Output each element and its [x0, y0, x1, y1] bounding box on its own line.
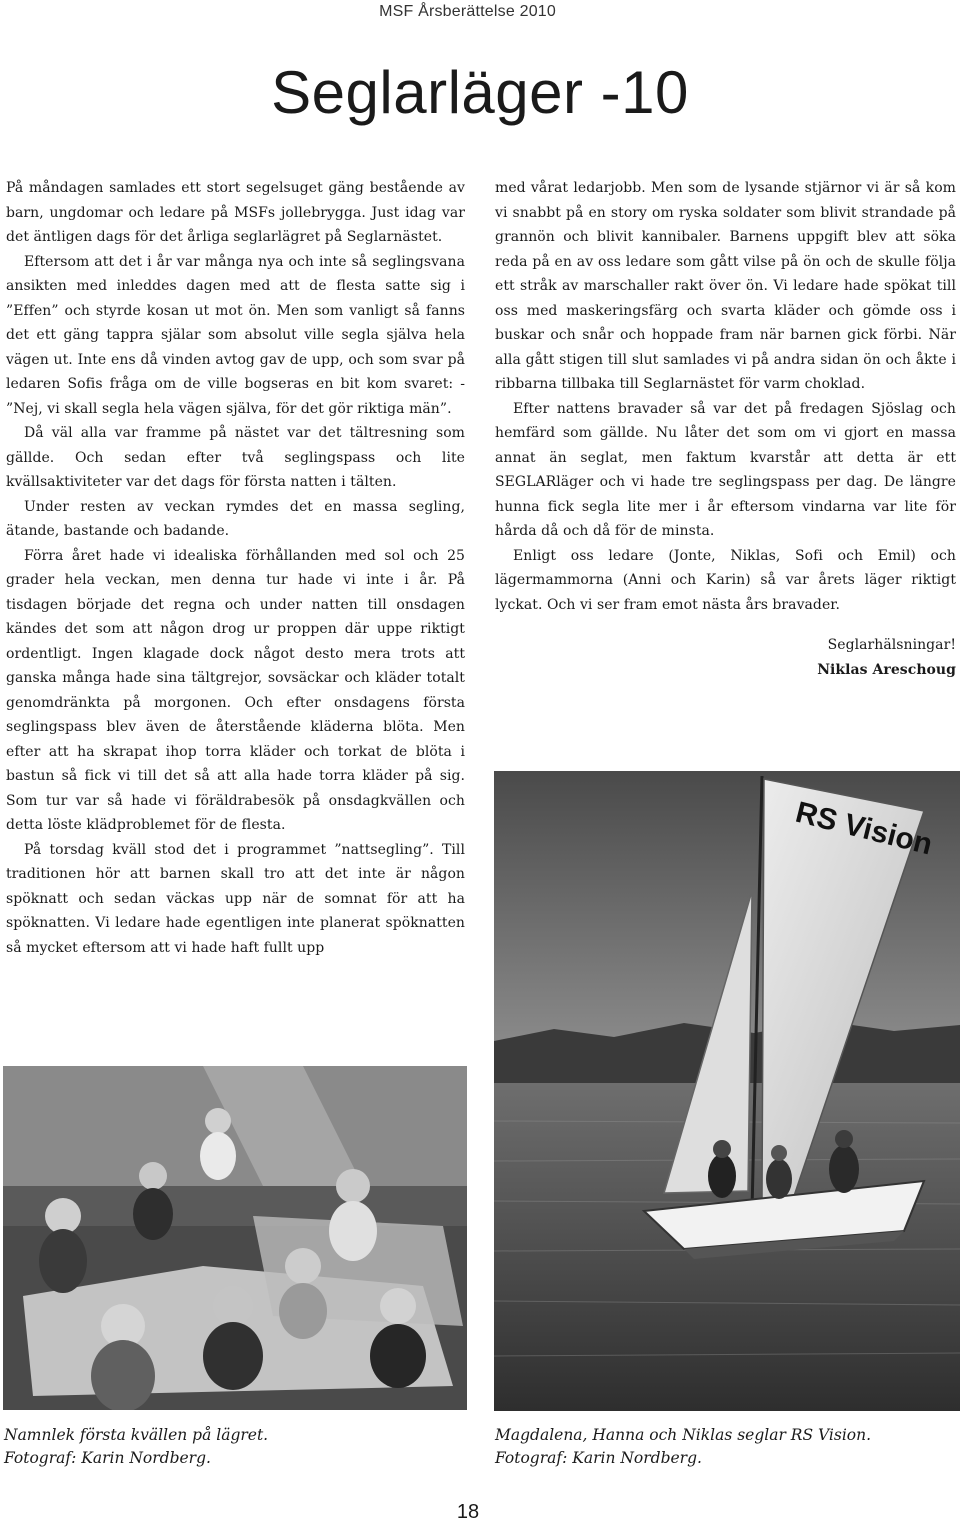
caption-text: Namnlek första kvällen på lägret.: [4, 1426, 269, 1444]
paragraph: Eftersom att det i år var många nya och inte så seglingsvana ansikten med inleddes dagen med att de flesta satte sig i ”Effen” och styrde kosan ut mot ön. Men som vanligt så fanns det ett gäng tappra själar som absolut ville segla själva hela vägen ut. Inte ens då vinden avtog gav de upp, och som svar på ledaren Sofis fråga om de ville bogseras en bit kom svaret: - ”Nej, vi skall segla hela vägen själva, för det gör riktiga män”.: [6, 253, 465, 417]
article-column-left: [6, 176, 465, 960]
sail-lettering: RS Vision: [792, 795, 936, 862]
paragraph: Efter nattens bravader så var det på fredagen Sjöslag och hemfärd som gällde. Nu låter det som om vi gjort en massa annat än seglat, men faktum kvarstår att detta är ett SEGLARläger och vi hade tre seglingspass per dag. De längre hunna fick segla lite mer i år eftersom vindarna var lite för hårda då och då för de minsta.: [495, 400, 956, 539]
publication-header: MSF Årsberättelse 2010: [379, 3, 556, 20]
author-signature: Niklas Areschoug: [817, 661, 956, 678]
camp-group-photo: [3, 1066, 467, 1410]
paragraph: med vårat ledarjobb. Men som de lysande stjärnor vi är så kom vi snabbt på en story om ryska soldater som blivit strandade på grannön och blivit kannibaler. Barnens uppgift blev att söka reda på en av oss ledare som gått vilse på ön och de skulle följa ett stråk av marschaller rakt över ön. Vi ledare hade spökat till oss med maskeringsfärg och svarta kläder och gömde oss i buskar och snår och hoppade fram när barnen gick förbi. När alla gått stigen till slut samlades vi på andra sidan ön och åkte i ribbarna tillbaka till Seglarnästet för varm choklad.: [495, 180, 956, 392]
sailboat-photo: [494, 771, 960, 1411]
page-number: 18: [456, 1501, 480, 1523]
photo-caption-right: [495, 1424, 955, 1470]
paragraph: Då väl alla var framme på nästet var det tältresning som gällde. Och sedan efter två seglingspass och lite kvällsaktiviteter var det dags för första natten i tälten.: [6, 425, 465, 490]
paragraph: Under resten av veckan rymdes det en massa segling, ätande, bastande och badande.: [6, 498, 465, 539]
article-closing: [495, 633, 956, 682]
article-column-right: [495, 176, 956, 682]
paragraph: Förra året hade vi idealiska förhållanden med sol och 25 grader hela veckan, men denna tur hade vi inte i år. På tisdagen började det regna och under natten till onsdagen kändes det som att någon drog ur proppen där uppe riktigt ordentligt. Ingen klagade dock något desto mera trots att ganska många hade sina tältgrejor, sovsäckar och kläder totalt genomdränkta på morgonen. Och efter onsdagens första seglingspass blev även de återstående kläderna blöta. Men efter att ha skrapat ihop torra kläder och torkat de blöta i bastun så fick vi till det så att alla hade torra kläder på sig. Som tur var så hade vi föräldrabesök på onsdagkvällen och detta löste klädproblemet för de flesta.: [6, 547, 465, 833]
greeting: Seglarhälsningar!: [827, 637, 956, 653]
caption-text: Magdalena, Hanna och Niklas seglar RS Vision.: [495, 1426, 872, 1444]
photo-credit: Fotograf: Karin Nordberg.: [495, 1449, 702, 1467]
photo-caption-left: [4, 1424, 464, 1470]
article-title: Seglarläger -10: [271, 59, 689, 126]
photo-credit: Fotograf: Karin Nordberg.: [4, 1449, 211, 1467]
paragraph: Enligt oss ledare (Jonte, Niklas, Sofi och Emil) och lägermammorna (Anni och Karin) så var årets läger riktigt lyckat. Och vi ser fram emot nästa års bravader.: [495, 547, 956, 613]
paragraph: På måndagen samlades ett stort segelsuget gäng bestående av barn, ungdomar och ledare på MSFs jollebrygga. Just idag var det äntligen dags för det årliga seglarlägret på Seglarnästet.: [6, 180, 465, 245]
paragraph: På torsdag kväll stod det i programmet ”nattsegling”. Till traditionen hör att barnen skall tro att det inte är någon spöknatt och sedan väckas upp när de somnat för att ha spöknatten. Vi ledare hade egentligen inte planerat spöknatten så mycket eftersom att vi hade haft fullt upp: [6, 841, 465, 956]
